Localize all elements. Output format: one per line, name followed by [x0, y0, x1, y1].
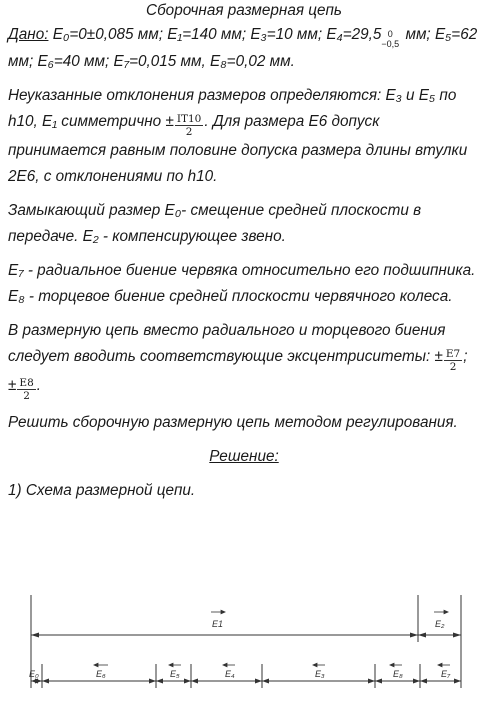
solution-heading-line [8, 444, 480, 470]
arrowhead [42, 679, 49, 684]
given-label: Дано: [8, 26, 49, 43]
given-e5: E₅=62 мм; [8, 26, 478, 70]
vector-arrow-e6 [94, 663, 108, 667]
solution-heading: Решение: [209, 448, 279, 465]
tolerance-upper: 0 [387, 29, 393, 39]
given-e4-unit: мм; [405, 26, 431, 43]
e7-fraction [444, 348, 462, 373]
given-e6: E₆=40 мм; [37, 53, 110, 70]
arrowhead [413, 679, 420, 684]
given-e4: E₄=29,5 [326, 26, 382, 43]
label-e7: E₇ [441, 669, 451, 679]
label-e2: E₂ [435, 619, 445, 629]
arrowhead [156, 679, 163, 684]
arrowhead [191, 679, 198, 684]
closing-link-paragraph: Замыкающий размер E₀- смещение средней плоскости в передаче. E₂ - компенсирующее звено. [8, 202, 422, 245]
fraction-numerator: IT10 [176, 113, 202, 125]
fraction-denominator: 2 [185, 126, 193, 138]
vector-arrow-e7 [438, 663, 450, 667]
fraction-denominator: 2 [23, 390, 30, 402]
dimension-chain-diagram [0, 592, 489, 716]
arrowhead [255, 679, 262, 684]
vector-arrow-e2 [434, 610, 448, 614]
document-page [8, 0, 480, 512]
vector-arrow-e1 [211, 610, 225, 614]
given-e4-tolerance [381, 29, 399, 49]
arrowhead [453, 633, 461, 638]
it10-fraction [175, 113, 204, 138]
tolerance-text-start: Неуказанные отклонения размеров определяются: E₃ и E₅ по h10, E₁ симметрично ± [8, 87, 457, 130]
label-e6: E₆ [96, 669, 106, 679]
arrowhead [262, 679, 269, 684]
fraction-numerator: E8 [19, 377, 34, 389]
eccentricity-text-end: . [36, 377, 42, 394]
arrowhead [31, 633, 39, 638]
arrowhead [149, 679, 156, 684]
given-paragraph [8, 22, 480, 75]
tolerance-lower: −0,5 [381, 39, 400, 49]
e8-fraction [17, 377, 35, 402]
vector-arrow-e3 [313, 663, 325, 667]
fraction-denominator: 2 [449, 361, 457, 373]
vector-arrow-e4 [223, 663, 235, 667]
label-e0: E₀ [29, 669, 39, 679]
tolerance-paragraph [8, 83, 480, 190]
fraction-numerator: E7 [445, 348, 461, 360]
eccentricity-paragraph [8, 318, 480, 402]
label-e8: E₈ [393, 669, 403, 679]
vector-arrow-e5 [169, 663, 181, 667]
eccentricity-separator: ; ± [8, 348, 468, 394]
arrowhead [368, 679, 375, 684]
given-e3: E₃=10 мм; [250, 26, 323, 43]
arrowhead [184, 679, 191, 684]
given-e8: E₈=0,02 мм. [210, 53, 295, 70]
step-1-heading: 1) Схема размерной цепи. [8, 482, 196, 499]
given-e0: E₀=0±0,085 мм; [52, 26, 163, 43]
given-e1: E₁=140 мм; [167, 26, 247, 43]
arrowhead [410, 633, 418, 638]
given-e7: E₇=0,015 мм, [113, 53, 206, 70]
task-paragraph: Решить сборочную размерную цепь методом регулирования. [8, 414, 458, 431]
arrowhead [454, 679, 461, 684]
runout-paragraph: E₇ - радиальное биение червяка относительно его подшипника. E₈ - торцевое биение средней плоскости червячного колеса. [8, 262, 476, 305]
arrowhead [418, 633, 426, 638]
label-e4: E₄ [225, 669, 235, 679]
eccentricity-text-start: В размерную цепь вместо радиального и торцевого биения следует вводить соответствующие эксцентриситеты: ± [8, 322, 446, 365]
arrowhead [375, 679, 382, 684]
arrowhead [420, 679, 427, 684]
label-e1: E1 [212, 619, 224, 629]
vector-arrow-e8 [390, 663, 402, 667]
tolerance-text-end: . Для размера E6 допуск принимается равным половине допуска размера длины втулки 2E6, с отклонениями по h10. [8, 113, 468, 185]
arrowhead [35, 679, 42, 684]
label-e3: E₃ [315, 669, 325, 679]
page-title: Сборочная размерная цепь [146, 2, 342, 19]
label-e5: E₅ [170, 669, 180, 679]
